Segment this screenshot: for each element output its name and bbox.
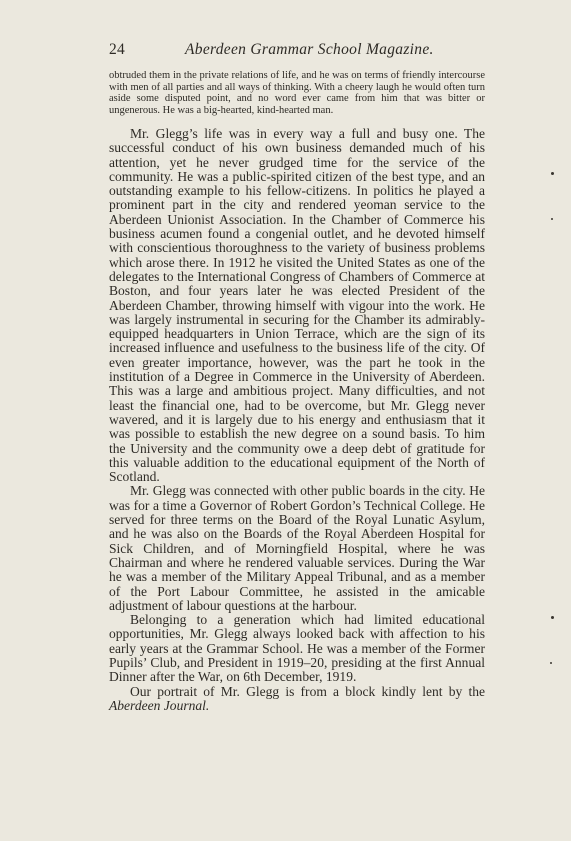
paragraph-career: Mr. Glegg’s life was in every way a full and busy one. The successful conduct of his own business demanded much of his attention, yet he never grudged time for the service of the community. He was a public-spirited citizen of the best type, and an outstanding example to his fellow-citizens. In politics he played a prominent part in the city and rendered yeoman service to the Aberdeen Unionist Association. In the Chamber of Commerce his business acumen found a congenial outlet, and he devoted himself with conscientious thoroughness to the variety of business problems which arose there. In 1912 he visited the United States as one of the delegates to the International Congress of Chambers of Commerce at Boston, and four years later he was elected President of the Aberdeen Chamber, throwing himself with vigour into the work. He was largely instrumental in securing for the Chamber its admirably-equipped headquarters in Union Terrace, which are the sign of its increased influence and usefulness to the business life of the city. Of even greater importance, however, was the part he took in the institution of a Degree in Commerce in the University of Aberdeen. This was a large and ambitious project. Many difficulties, and not least the financial one, had to be overcome, but Mr. Glegg never wavered, and it is largely due to his energy and enthusiasm that it was possible to establish the new degree on a sound basis. To him the University and the community owe a deep debt of gratitude for this valuable addition to the educational equipment of the North of Scotland. (109, 126, 485, 485)
ink-speck (550, 662, 552, 664)
paragraph-public-boards: Mr. Glegg was connected with other public boards in the city. He was for a time a Governor of Robert Gordon’s Technical College. He served for three terms on the Board of the Royal Lunatic Asylum, and he was also on the Boards of the Royal Aberdeen Hospital for Sick Children, and of Morningfield Hospital, where he was Chairman and where he rendered valuable services. During the War he was a member of the Military Appeal Tribunal, and as a member of the Port Labour Committee, he assisted in the amicable adjustment of labour questions at the harbour. (109, 483, 485, 613)
portrait-credit (109, 685, 485, 714)
ink-speck (551, 616, 554, 619)
page-number: 24 (109, 41, 126, 58)
ink-speck (551, 172, 554, 175)
paragraph-grammar-school: Belonging to a generation which had limited educational opportunities, Mr. Glegg always looked back with affection to his early years at the Grammar School. He was a member of the Former Pupils’ Club, and President in 1919–20, presiding at the first Annual Dinner after the War, on 6th December, 1919. (109, 612, 485, 685)
intro-paragraph-block (109, 70, 485, 116)
ink-speck (551, 218, 553, 220)
intro-paragraph: obtruded them in the private relations of life, and he was on terms of friendly intercourse with men of all parties and all ways of thinking. With a cheery laugh he would often turn aside some disputed point, and no word ever came from him that was bitter or ungenerous. He was a big-hearted, kind-hearted man. (109, 70, 485, 116)
credit-source: Aberdeen Journal. (109, 697, 210, 713)
credit-text: Our portrait of Mr. Glegg is from a block kindly lent by the (130, 683, 485, 699)
article-body (109, 127, 485, 713)
magazine-title: Aberdeen Grammar School Magazine. (185, 41, 434, 58)
